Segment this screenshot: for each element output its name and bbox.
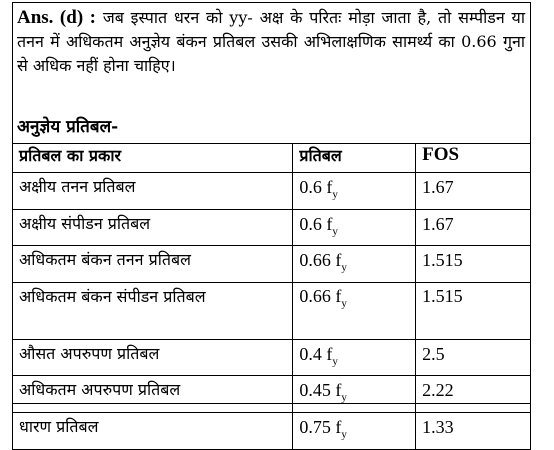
table-header-row [13,144,531,173]
table-row [13,412,531,449]
fos-cell: 2.22 [416,376,531,413]
stress-type-cell: धारण प्रतिबल [13,412,293,449]
answer-text: जब इस्पात धरन को yy- अक्ष के परितः मोड़ा जाता है, तो सम्पीडन या तनन में अधिकतम अनुज्ञेय बंकन प्रतिबल उसकी अभिलाक्षणिक सामर्थ्य का 0.66 गुना से अधिक नहीं होना चाहिए। [17,8,525,75]
fos-cell: 1.515 [416,246,531,283]
stress-value-cell: 0.66 $f_y$ [293,282,416,339]
stress-value-cell: 0.66 $f_y$ [293,246,416,283]
header-fos: FOS [416,144,531,173]
fos-cell: 1.515 [416,282,531,339]
stress-value-cell: 0.45 $f_y$ [293,376,416,413]
stress-value-cell: 0.6 $f_y$ [293,209,416,246]
answer-paragraph [17,6,525,78]
header-stress: प्रतिबल [293,144,416,173]
table-row [13,376,531,413]
table-row [13,209,531,246]
stress-table [12,143,531,450]
table-row [13,246,531,283]
stress-type-cell: औसत अपरुपण प्रतिबल [13,339,293,376]
stress-type-cell: अधिकतम अपरुपण प्रतिबल [13,376,293,413]
table-row [13,282,531,339]
stress-value-cell: 0.6 $f_y$ [293,173,416,210]
fos-cell: 2.5 [416,339,531,376]
table-row [13,173,531,210]
stress-value-cell: 0.75 $f_y$ [293,412,416,449]
fos-cell: 1.67 [416,173,531,210]
fos-cell: 1.33 [416,412,531,449]
answer-label: Ans. (d) : [17,7,96,28]
fos-cell: 1.67 [416,209,531,246]
answer-box [12,2,531,441]
section-heading: अनुज्ञेय प्रतिबल- [17,117,119,137]
stress-type-cell: अक्षीय तनन प्रतिबल [13,173,293,210]
table-row [13,339,531,376]
header-stress-type: प्रतिबल का प्रकार [13,144,293,173]
stress-value-cell: 0.4 $f_y$ [293,339,416,376]
stress-type-cell: अधिकतम बंकन तनन प्रतिबल [13,246,293,283]
stress-type-cell: अक्षीय संपीडन प्रतिबल [13,209,293,246]
stress-type-cell: अधिकतम बंकन संपीडन प्रतिबल [13,282,293,339]
